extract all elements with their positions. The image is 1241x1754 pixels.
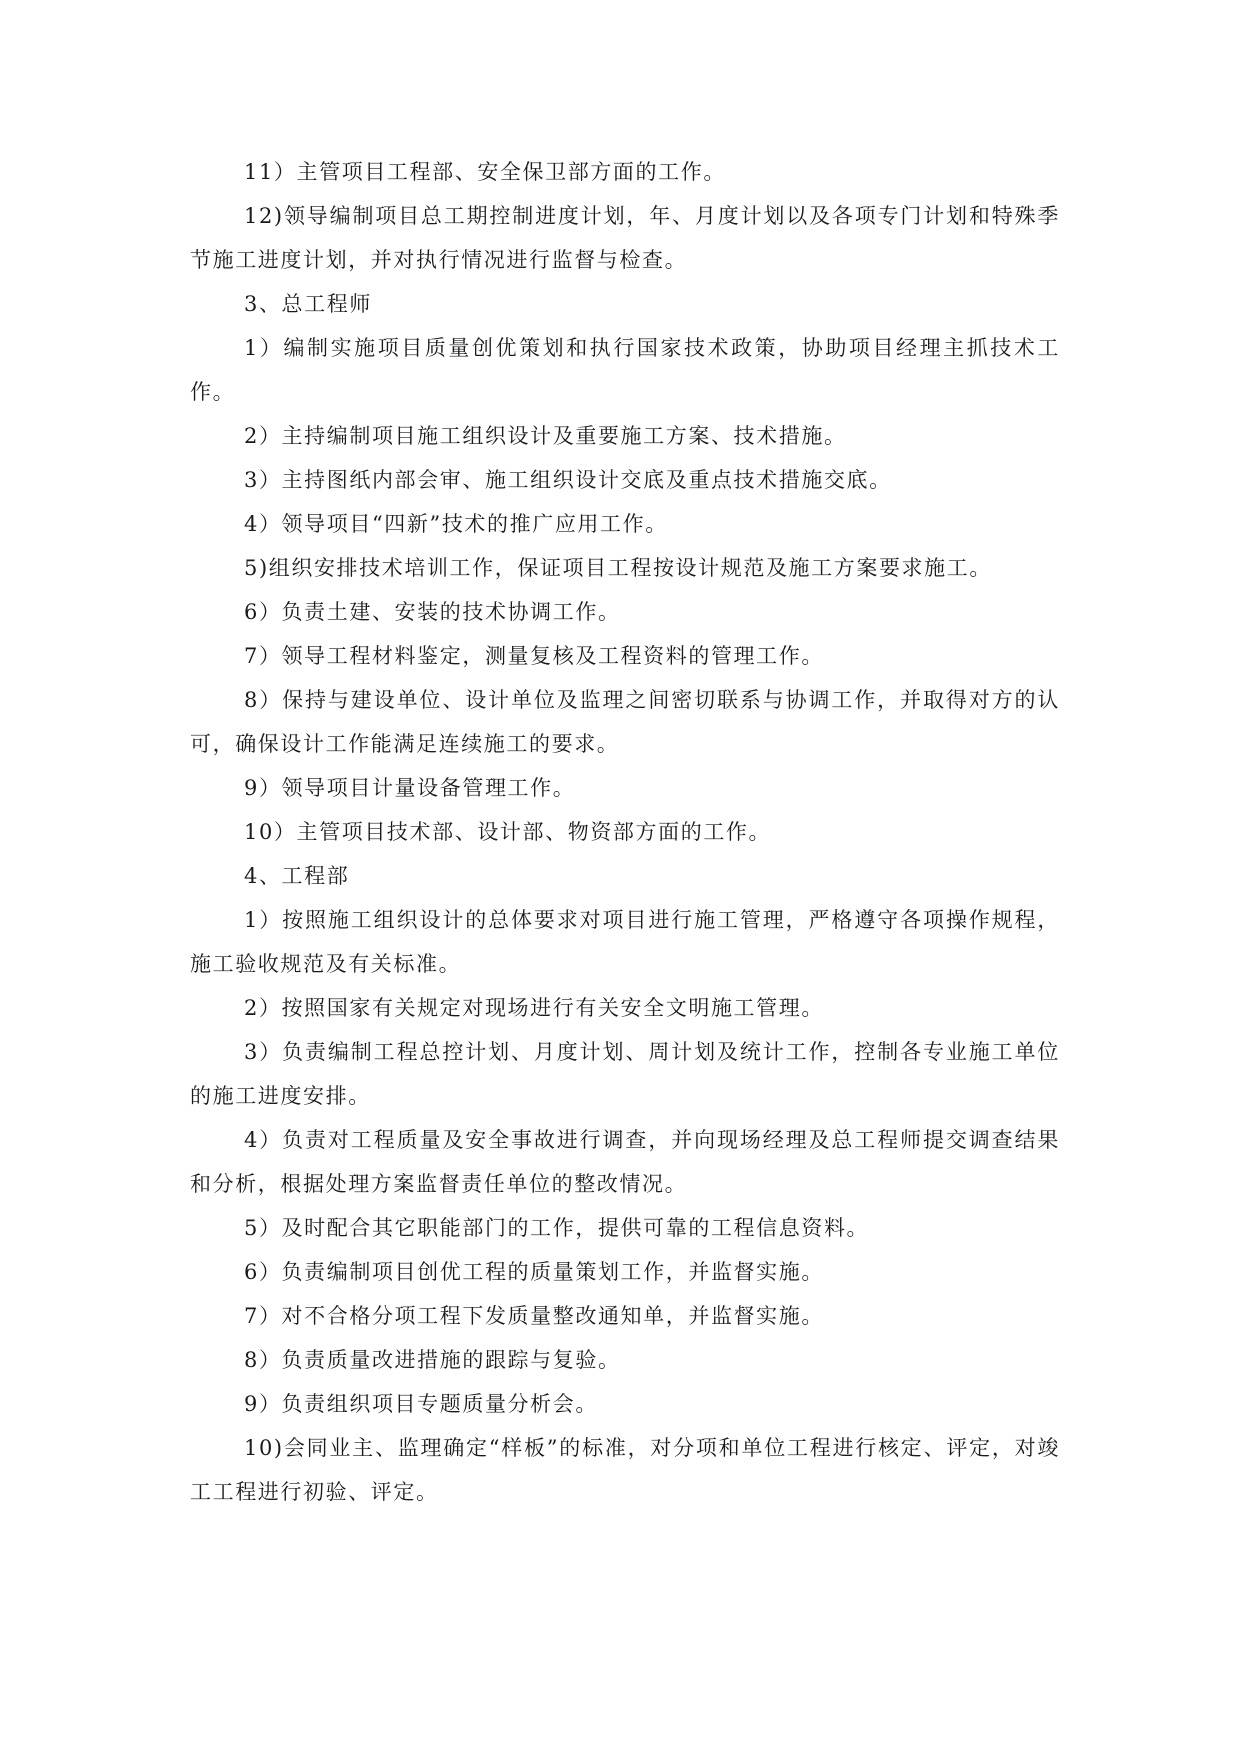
paragraph: 3）主持图纸内部会审、施工组织设计交底及重点技术措施交底。 xyxy=(244,468,892,492)
paragraph: 4）负责对工程质量及安全事故进行调查，并向现场经理及总工程师提交调查结果和分析，根据处理方案监督责任单位的整改情况。 xyxy=(190,1128,1060,1196)
section-heading: 4、工程部 xyxy=(244,864,350,888)
paragraph: 1）按照施工组织设计的总体要求对项目进行施工管理，严格遵守各项操作规程，施工验收规范及有关标准。 xyxy=(190,908,1060,976)
paragraph: 5）及时配合其它职能部门的工作，提供可靠的工程信息资料。 xyxy=(244,1216,870,1240)
paragraph: 9）领导项目计量设备管理工作。 xyxy=(244,776,576,800)
paragraph: 2）主持编制项目施工组织设计及重要施工方案、技术措施。 xyxy=(244,424,847,448)
paragraph: 8）保持与建设单位、设计单位及监理之间密切联系与协调工作，并取得对方的认可，确保设计工作能满足连续施工的要求。 xyxy=(190,688,1060,756)
paragraph: 1）编制实施项目质量创优策划和执行国家技术政策，协助项目经理主抓技术工作。 xyxy=(190,336,1060,404)
paragraph: 6）负责编制项目创优工程的质量策划工作，并监督实施。 xyxy=(244,1260,824,1284)
paragraph: 6）负责土建、安装的技术协调工作。 xyxy=(244,600,621,624)
paragraph: 3）负责编制工程总控计划、月度计划、周计划及统计工作，控制各专业施工单位的施工进度安排。 xyxy=(190,1040,1060,1108)
paragraph: 12)领导编制项目总工期控制进度计划，年、月度计划以及各项专门计划和特殊季节施工进度计划，并对执行情况进行监督与检查。 xyxy=(190,204,1060,272)
paragraph: 11）主管项目工程部、安全保卫部方面的工作。 xyxy=(244,160,726,184)
paragraph: 10)会同业主、监理确定“样板”的标准，对分项和单位工程进行核定、评定，对竣工工程进行初验、评定。 xyxy=(190,1436,1060,1504)
paragraph: 10）主管项目技术部、设计部、物资部方面的工作。 xyxy=(244,820,772,844)
paragraph: 7）对不合格分项工程下发质量整改通知单，并监督实施。 xyxy=(244,1304,824,1328)
paragraph: 7）领导工程材料鉴定，测量复核及工程资料的管理工作。 xyxy=(244,644,824,668)
paragraph: 8）负责质量改进措施的跟踪与复验。 xyxy=(244,1348,621,1372)
section-heading: 3、总工程师 xyxy=(244,292,372,316)
paragraph: 5)组织安排技术培训工作，保证项目工程按设计规范及施工方案要求施工。 xyxy=(244,556,992,580)
document-body xyxy=(190,150,1060,1514)
paragraph: 2）按照国家有关规定对现场进行有关安全文明施工管理。 xyxy=(244,996,824,1020)
paragraph: 9）负责组织项目专题质量分析会。 xyxy=(244,1392,598,1416)
paragraph: 4）领导项目“四新”技术的推广应用工作。 xyxy=(244,512,668,536)
